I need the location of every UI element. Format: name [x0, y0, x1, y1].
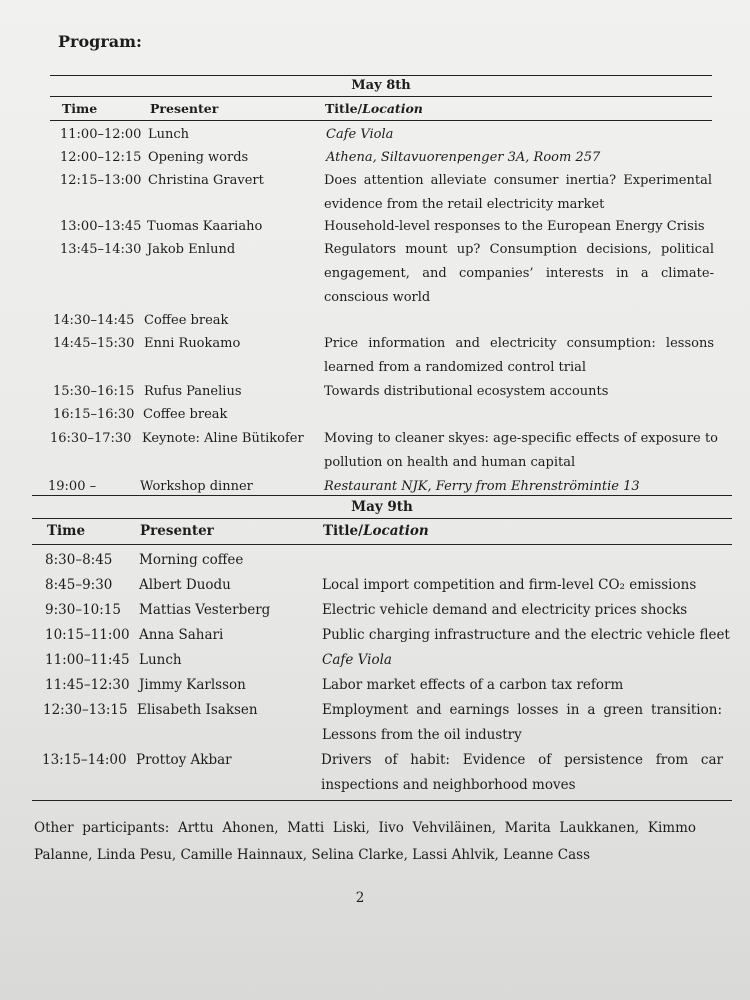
row-presenter: Tuomas Kaariaho	[147, 219, 263, 234]
other-participants: Other participants: Arttu Ahonen, Matti Liski, Iivo Vehviläinen, Marita Laukkanen, Kimmo Palanne, Linda Pesu, Camille Hainnaux, Selina Clarke, Lassi Ahlvik, Leanne Cass	[34, 820, 696, 863]
row-time: 11:00–12:00	[60, 127, 142, 142]
column-header-row	[50, 97, 712, 120]
row-presenter: Coffee break	[144, 313, 229, 328]
col-title-prefix: Title/	[325, 101, 363, 116]
row-title: Drivers of habit: Evidence of persistence from car inspections and neighborhood moves	[321, 752, 723, 793]
row-title: Moving to cleaner skyes: age-specific effects of exposure to pollution on health and human capital	[324, 431, 718, 470]
row-presenter: Albert Duodu	[139, 577, 231, 593]
table-row	[32, 698, 732, 748]
table-row	[32, 673, 732, 698]
col-time: Time	[47, 523, 86, 539]
rows-may-9	[32, 545, 732, 798]
row-time: 10:15–11:00	[45, 627, 130, 643]
row-presenter: Lunch	[139, 652, 182, 668]
row-title: Does attention alleviate consumer inertia? Experimental evidence from the retail electricity market	[324, 173, 712, 212]
row-time: 9:30–10:15	[45, 602, 121, 618]
row-time: 14:45–15:30	[53, 336, 135, 351]
row-presenter: Jakob Enlund	[147, 242, 236, 257]
row-presenter: Elisabeth Isaksen	[137, 702, 258, 718]
day-header: May 9th	[351, 499, 413, 515]
row-presenter: Opening words	[148, 150, 249, 165]
col-title	[323, 523, 429, 539]
table-row	[50, 427, 718, 475]
row-time: 13:00–13:45	[60, 219, 142, 234]
table-row	[50, 380, 712, 403]
table-row	[50, 169, 712, 215]
table-row	[50, 146, 712, 169]
table-row	[50, 215, 712, 238]
col-presenter: Presenter	[150, 101, 219, 116]
col-title-location: Location	[362, 101, 423, 116]
row-presenter: Morning coffee	[139, 552, 244, 568]
table-row	[32, 548, 732, 573]
table-row	[50, 238, 712, 309]
table-row	[32, 623, 732, 648]
row-time: 13:45–14:30	[60, 242, 142, 257]
col-title-location: Location	[363, 523, 429, 539]
row-title: Towards distributional ecosystem accounts	[324, 384, 609, 399]
schedule-may-8	[48, 75, 718, 499]
row-title: Regulators mount up? Consumption decisions, political engagement, and companies’ interests in a climate-conscious world	[324, 242, 714, 305]
row-title: Cafe Viola	[326, 127, 394, 142]
table-row	[32, 648, 732, 673]
table-row	[50, 332, 712, 380]
row-presenter: Coffee break	[143, 407, 228, 422]
row-presenter: Enni Ruokamo	[144, 336, 241, 351]
row-time: 12:30–13:15	[43, 702, 128, 718]
row-title: Local import competition and firm-level CO₂ emissions	[322, 577, 697, 593]
row-title: Cafe Viola	[322, 652, 392, 668]
row-time: 11:00–11:45	[45, 652, 130, 668]
row-presenter: Workshop dinner	[140, 479, 253, 494]
schedule-may-9	[32, 495, 732, 801]
col-title	[325, 101, 423, 116]
program-heading: Program:	[58, 32, 142, 51]
table-row	[32, 748, 732, 798]
row-time: 12:00–12:15	[60, 150, 142, 165]
row-time: 16:15–16:30	[53, 407, 135, 422]
row-presenter: Rufus Panelius	[144, 384, 242, 399]
table-row	[50, 403, 712, 427]
column-header-row	[32, 519, 732, 544]
row-time: 14:30–14:45	[53, 313, 135, 328]
row-title: Public charging infrastructure and the electric vehicle fleet	[322, 627, 730, 643]
page-number: 2	[355, 890, 365, 906]
row-presenter: Prottoy Akbar	[136, 752, 232, 768]
row-time: 15:30–16:15	[53, 384, 135, 399]
row-title: Labor market effects of a carbon tax reform	[322, 677, 624, 693]
table-row	[32, 573, 732, 598]
rows-may-8	[48, 121, 718, 499]
row-title: Household-level responses to the European Energy Crisis	[324, 219, 705, 234]
day-header: May 8th	[351, 78, 411, 93]
col-title-prefix: Title/	[323, 523, 364, 539]
row-title: Employment and earnings losses in a green transition: Lessons from the oil industry	[322, 702, 722, 743]
col-time: Time	[62, 101, 98, 116]
bottom-rule	[32, 800, 732, 801]
row-title: Athena, Siltavuorenpenger 3A, Room 257	[326, 150, 601, 165]
row-presenter: Keynote: Aline Bütikofer	[142, 431, 304, 446]
row-time: 13:15–14:00	[42, 752, 127, 768]
table-row	[32, 598, 732, 623]
row-time: 8:45–9:30	[45, 577, 113, 593]
row-time: 8:30–8:45	[45, 552, 113, 568]
row-title: Restaurant NJK, Ferry from Ehrenströmintie 13	[324, 479, 640, 494]
row-time: 16:30–17:30	[50, 431, 132, 446]
row-time: 19:00 –	[48, 479, 97, 494]
row-time: 12:15–13:00	[60, 173, 142, 188]
row-title: Electric vehicle demand and electricity prices shocks	[322, 602, 688, 618]
row-presenter: Anna Sahari	[139, 627, 224, 643]
table-row	[50, 123, 712, 146]
row-presenter: Mattias Vesterberg	[139, 602, 271, 618]
col-presenter: Presenter	[140, 523, 214, 539]
row-time: 11:45–12:30	[45, 677, 130, 693]
row-presenter: Christina Gravert	[148, 173, 264, 188]
row-presenter: Jimmy Karlsson	[139, 677, 246, 693]
row-presenter: Lunch	[148, 127, 190, 142]
row-title: Price information and electricity consumption: lessons learned from a randomized control trial	[324, 336, 714, 375]
table-row	[50, 309, 712, 332]
